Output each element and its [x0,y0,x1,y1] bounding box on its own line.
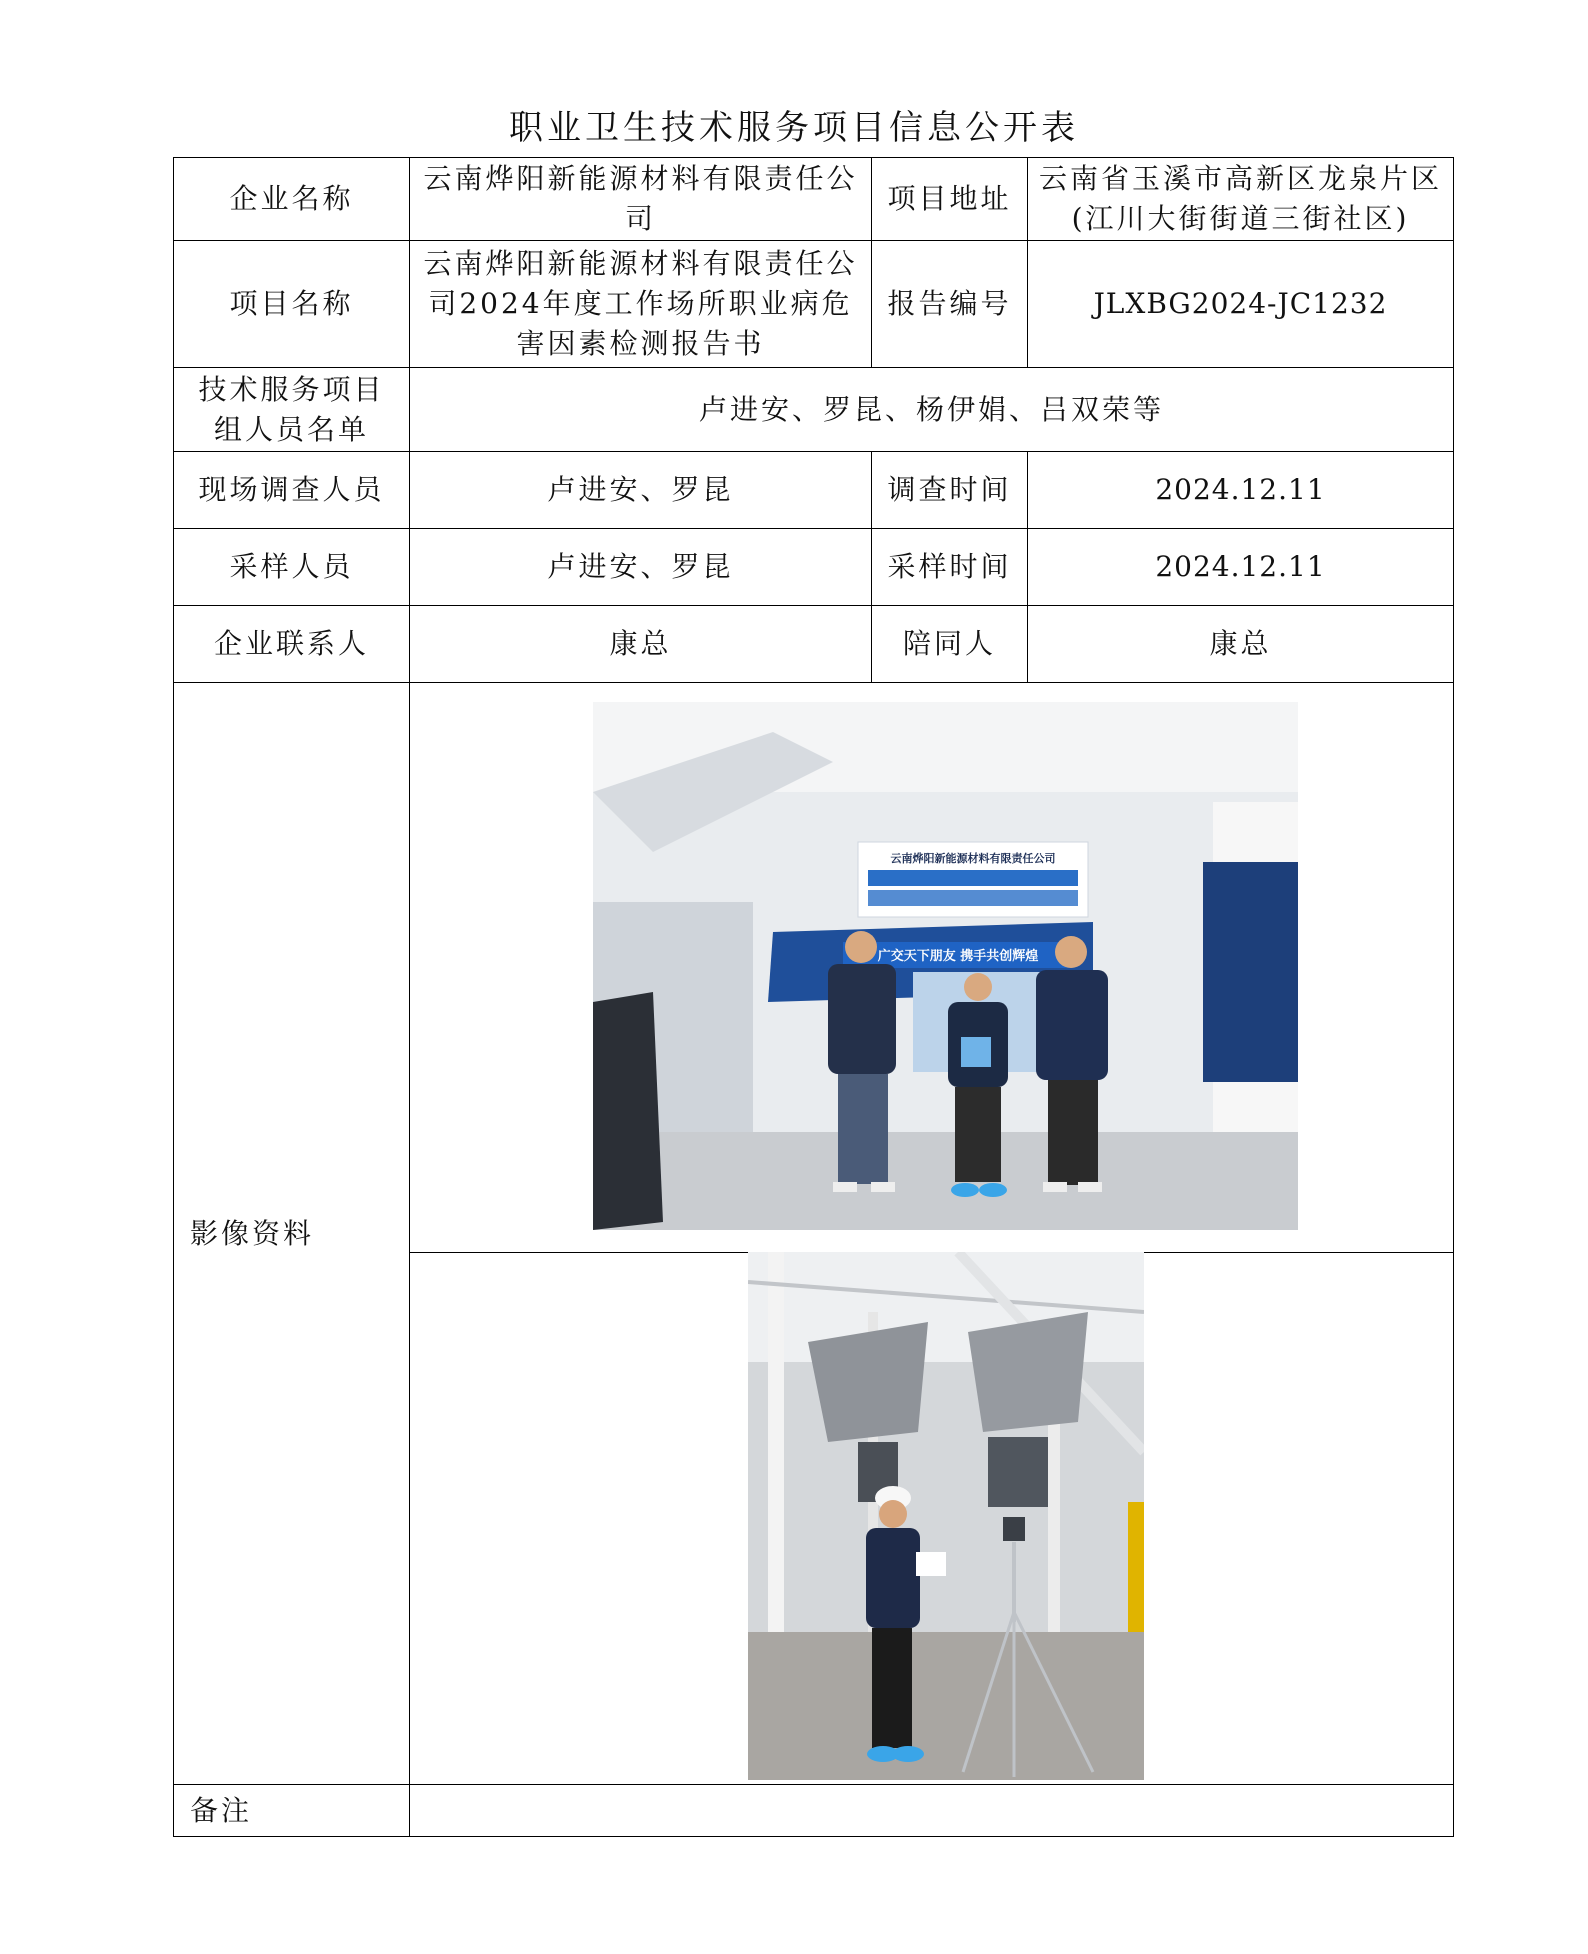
company-name-value: 云南烨阳新能源材料有限责任公司 [409,157,872,241]
project-name-value: 云南烨阳新能源材料有限责任公司2024年度工作场所职业病危害因素检测报告书 [409,240,872,368]
sampling-staff-value: 卢进安、罗昆 [409,528,872,606]
report-no-label: 报告编号 [871,240,1028,368]
group-photo-image [593,702,1298,1230]
person-left [828,931,896,1192]
companion-label: 陪同人 [871,605,1028,683]
survey-time-value: 2024.12.11 [1027,451,1454,529]
sampling-photo [748,1252,1144,1780]
survey-staff-label: 现场调查人员 [173,451,410,529]
person-middle [948,973,1008,1197]
sampling-photo-image [748,1252,1144,1780]
remarks-label: 备注 [173,1784,410,1837]
sampling-staff-label: 采样人员 [173,528,410,606]
project-address-value: 云南省玉溪市高新区龙泉片区(江川大街街道三街社区) [1027,157,1454,241]
sign-company-text: 云南烨阳新能源材料有限责任公司 [890,852,1056,865]
survey-time-label: 调查时间 [871,451,1028,529]
project-name-label: 项目名称 [173,240,410,368]
group-photo [593,702,1298,1230]
company-name-label: 企业名称 [173,157,410,241]
team-value: 卢进安、罗昆、杨伊娟、吕双荣等 [409,367,1454,452]
contact-label: 企业联系人 [173,605,410,683]
team-label: 技术服务项目组人员名单 [173,367,410,452]
sign-slogan-text: 广交天下朋友 携手共创辉煌 [877,949,1039,964]
sampling-time-label: 采样时间 [871,528,1028,606]
project-address-label: 项目地址 [871,157,1028,241]
report-no-value: JLXBG2024-JC1232 [1027,240,1454,368]
images-label: 影像资料 [173,682,410,1785]
page-title: 职业卫生技术服务项目信息公开表 [509,108,1079,148]
contact-value: 康总 [409,605,872,683]
companion-value: 康总 [1027,605,1454,683]
remarks-value [409,1784,1454,1837]
survey-staff-value: 卢进安、罗昆 [409,451,872,529]
sampling-time-value: 2024.12.11 [1027,528,1454,606]
